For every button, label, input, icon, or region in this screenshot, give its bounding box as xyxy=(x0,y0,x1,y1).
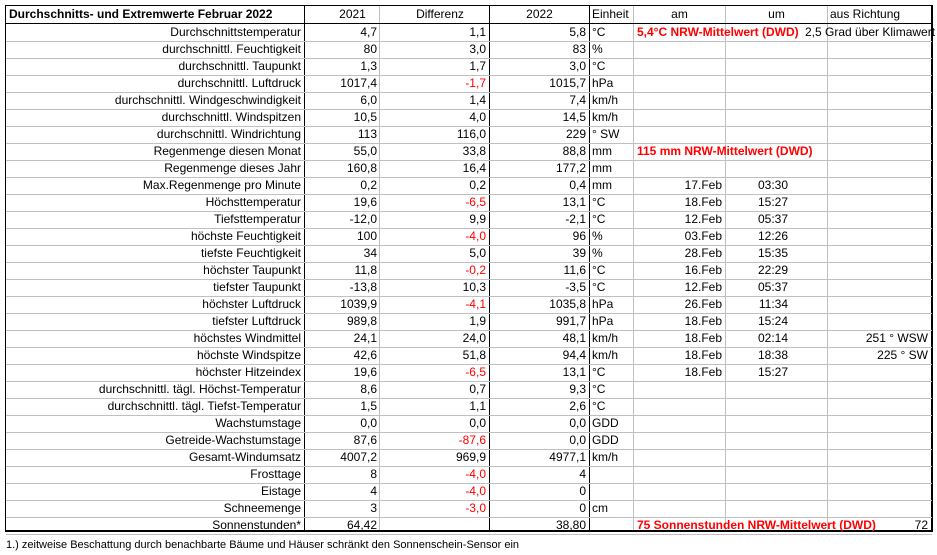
table-row xyxy=(6,160,932,178)
value-2022: 0 xyxy=(579,484,586,498)
value-2022: 14,5 xyxy=(562,110,586,124)
value-2022: 1035,8 xyxy=(549,297,586,311)
row-label: Durchschnittstemperatur xyxy=(170,25,301,39)
value-differenz: -0,2 xyxy=(465,263,486,277)
value-am xyxy=(634,92,722,109)
header-2021: 2021 xyxy=(339,7,366,21)
value-am xyxy=(634,432,722,449)
table-row xyxy=(6,483,932,501)
value-2021: 4 xyxy=(370,484,377,498)
header-differenz: Differenz xyxy=(416,7,464,21)
row-label: Regenmenge diesen Monat xyxy=(153,144,301,158)
value-um xyxy=(726,75,788,92)
value-2021: 6,0 xyxy=(360,93,377,107)
value-2022: 991,7 xyxy=(555,314,586,328)
value-richtung xyxy=(828,160,928,177)
value-2021: 80 xyxy=(363,42,377,56)
row-label: durchschnittl. Windgeschwindigkeit xyxy=(114,93,301,107)
row-label: durchschnittl. tägl. Höchst-Temperatur xyxy=(98,382,301,396)
value-am: 12.Feb xyxy=(684,280,722,294)
value-differenz: 9,9 xyxy=(469,212,486,226)
value-2021: 8 xyxy=(370,467,377,481)
value-2022: 9,3 xyxy=(569,382,586,396)
row-label: durchschnittl. Windrichtung xyxy=(156,127,301,141)
value-2021: 0,2 xyxy=(360,178,377,192)
header-richtung: aus Richtung xyxy=(830,7,901,21)
value-2021: 160,8 xyxy=(346,161,377,175)
value-um: 05:37 xyxy=(757,280,788,294)
value-am: 18.Feb xyxy=(684,348,722,362)
table-row xyxy=(6,432,932,450)
value-am: 12.Feb xyxy=(684,212,722,226)
value-einheit: km/h xyxy=(592,331,619,345)
value-einheit: km/h xyxy=(592,110,619,124)
value-einheit xyxy=(592,483,632,500)
footnote: 1.) zeitweise Beschattung durch benachbarte Bäume und Häuser schränkt den Sonnenschein-Sensor ein xyxy=(6,539,520,551)
value-differenz: 1,9 xyxy=(469,314,486,328)
value-richtung xyxy=(828,398,928,415)
row-label: Regenmenge dieses Jahr xyxy=(164,161,301,175)
value-einheit: °C xyxy=(592,59,606,73)
value-2021: 1,5 xyxy=(360,399,377,413)
value-2021: 34 xyxy=(363,246,377,260)
value-einheit: °C xyxy=(592,263,606,277)
value-richtung xyxy=(828,381,928,398)
value-einheit: °C xyxy=(592,280,606,294)
value-differenz: 0,2 xyxy=(469,178,486,192)
value-am xyxy=(634,126,722,143)
table-row xyxy=(6,194,932,212)
value-am: 18.Feb xyxy=(684,331,722,345)
value-einheit: cm xyxy=(592,501,608,515)
row-label: tiefste Feuchtigkeit xyxy=(200,246,301,260)
value-richtung: 225 ° SW xyxy=(877,348,928,362)
value-richtung xyxy=(828,364,928,381)
value-einheit: mm xyxy=(592,144,612,158)
row-label: höchster Taupunkt xyxy=(203,263,301,277)
table-row xyxy=(6,41,932,59)
table-row xyxy=(6,58,932,76)
value-richtung xyxy=(828,262,928,279)
value-2021: 87,6 xyxy=(353,433,377,447)
value-einheit: °C xyxy=(592,382,606,396)
value-richtung xyxy=(828,92,928,109)
value-einheit: mm xyxy=(592,161,612,175)
value-am xyxy=(634,398,722,415)
row-label: Eistage xyxy=(260,484,301,498)
value-richtung xyxy=(828,41,928,58)
value-2022: -2,1 xyxy=(565,212,586,226)
value-2022: 94,4 xyxy=(562,348,586,362)
value-um xyxy=(726,449,788,466)
row-label: Max.Regenmenge pro Minute xyxy=(142,178,301,192)
value-um: 12:26 xyxy=(757,229,788,243)
table-row xyxy=(6,313,932,331)
nrw-note: 5,4°C NRW-Mittelwert (DWD) xyxy=(637,25,799,39)
value-um: 05:37 xyxy=(757,212,788,226)
value-richtung xyxy=(828,177,928,194)
value-am xyxy=(634,41,722,58)
table-row xyxy=(6,109,932,127)
value-einheit: hPa xyxy=(592,297,614,311)
value-am: 18.Feb xyxy=(684,195,722,209)
value-differenz: -3,0 xyxy=(465,501,486,515)
value-um: 15:27 xyxy=(757,365,788,379)
value-2021: 113 xyxy=(357,127,377,141)
row-label: durchschnittl. Luftdruck xyxy=(177,76,301,90)
value-einheit: km/h xyxy=(592,93,619,107)
value-um xyxy=(726,126,788,143)
value-am: 28.Feb xyxy=(684,246,722,260)
table-row xyxy=(6,177,932,195)
row-label: höchste Windspitze xyxy=(196,348,301,362)
value-2021: 64,42 xyxy=(346,518,377,532)
value-richtung xyxy=(828,75,928,92)
value-richtung xyxy=(828,58,928,75)
value-2022: 83 xyxy=(572,42,586,56)
value-differenz: 1,4 xyxy=(469,93,486,107)
value-2022: 13,1 xyxy=(562,365,586,379)
value-am: 26.Feb xyxy=(684,297,722,311)
value-einheit: hPa xyxy=(592,76,614,90)
value-um xyxy=(726,483,788,500)
value-differenz: -4,1 xyxy=(465,297,486,311)
value-um xyxy=(726,398,788,415)
climate-note: 2,5 Grad über Klimawert xyxy=(805,25,936,39)
value-um xyxy=(726,92,788,109)
value-um: 18:38 xyxy=(757,348,788,362)
value-einheit: km/h xyxy=(592,348,619,362)
value-differenz: 3,0 xyxy=(469,42,486,56)
value-2021: 55,0 xyxy=(353,144,377,158)
value-2022: 88,8 xyxy=(562,144,586,158)
value-am xyxy=(634,415,722,432)
value-2021: 8,6 xyxy=(360,382,377,396)
row-label: Höchsttemperatur xyxy=(205,195,301,209)
value-2021: 42,6 xyxy=(353,348,377,362)
header-am: am xyxy=(671,7,688,21)
value-richtung: 251 ° WSW xyxy=(865,331,928,345)
value-2021: 3 xyxy=(370,501,377,515)
value-am xyxy=(634,466,722,483)
value-richtung: 72 xyxy=(914,518,928,532)
value-einheit: GDD xyxy=(592,416,619,430)
value-differenz: 1,7 xyxy=(469,59,486,73)
table-row xyxy=(6,24,936,42)
value-einheit: °C xyxy=(592,212,606,226)
header-um: um xyxy=(768,7,785,21)
value-einheit xyxy=(592,517,632,534)
value-am: 18.Feb xyxy=(684,314,722,328)
value-um xyxy=(726,381,788,398)
table-row xyxy=(6,347,932,365)
table-row xyxy=(6,398,932,416)
value-am xyxy=(634,381,722,398)
value-am xyxy=(634,75,722,92)
value-einheit: mm xyxy=(592,178,612,192)
value-differenz: -6,5 xyxy=(465,365,486,379)
nrw-note: 75 Sonnenstunden NRW-Mittelwert (DWD) xyxy=(637,518,876,532)
value-einheit: °C xyxy=(592,399,606,413)
table-row xyxy=(6,415,932,433)
value-2022: 0,4 xyxy=(569,178,586,192)
value-richtung xyxy=(828,126,928,143)
table-row xyxy=(6,211,932,229)
value-2021: 4007,2 xyxy=(340,450,377,464)
nrw-note: 115 mm NRW-Mittelwert (DWD) xyxy=(637,144,813,158)
value-einheit: °C xyxy=(592,25,606,39)
row-label: Tiefsttemperatur xyxy=(214,212,301,226)
value-2021: 989,8 xyxy=(346,314,377,328)
value-differenz: 33,8 xyxy=(462,144,486,158)
table-title: Durchschnitts- und Extremwerte Februar 2022 xyxy=(9,7,273,21)
value-einheit: °C xyxy=(592,365,606,379)
value-um: 15:27 xyxy=(757,195,788,209)
value-richtung xyxy=(828,228,928,245)
value-differenz: 4,0 xyxy=(469,110,486,124)
value-differenz: 5,0 xyxy=(469,246,486,260)
row-label: tiefster Taupunkt xyxy=(213,280,301,294)
value-um: 15:35 xyxy=(757,246,788,260)
value-2022: 5,8 xyxy=(569,25,586,39)
value-am xyxy=(634,109,722,126)
value-2021: 19,6 xyxy=(353,195,377,209)
value-richtung xyxy=(828,483,928,500)
value-differenz: -4,0 xyxy=(465,484,486,498)
value-2022: 39 xyxy=(572,246,586,260)
value-am: 03.Feb xyxy=(684,229,722,243)
value-um: 22:29 xyxy=(757,263,788,277)
header-row xyxy=(6,6,932,23)
value-2021: 1,3 xyxy=(360,59,377,73)
value-2022: 177,2 xyxy=(555,161,586,175)
value-am xyxy=(634,483,722,500)
value-2021: 24,1 xyxy=(353,331,377,345)
value-differenz: -87,6 xyxy=(458,433,486,447)
value-differenz: 0,0 xyxy=(469,416,486,430)
row-label: Frosttage xyxy=(250,467,301,481)
value-2022: 1015,7 xyxy=(549,76,586,90)
table-row xyxy=(6,296,932,314)
value-richtung xyxy=(828,194,928,211)
value-differenz: -6,5 xyxy=(465,195,486,209)
row-label: tiefster Luftdruck xyxy=(212,314,301,328)
table-row xyxy=(6,364,932,382)
value-2021: 1017,4 xyxy=(340,76,377,90)
value-einheit: % xyxy=(592,229,603,243)
value-2022: 229 xyxy=(565,127,586,141)
value-2021: -12,0 xyxy=(349,212,377,226)
row-label: durchschnittl. Feuchtigkeit xyxy=(162,42,301,56)
table-row xyxy=(6,245,932,263)
value-richtung xyxy=(828,449,928,466)
table-row xyxy=(6,381,932,399)
value-differenz: 0,7 xyxy=(469,382,486,396)
value-einheit: GDD xyxy=(592,433,619,447)
row-label: höchste Feuchtigkeit xyxy=(190,229,301,243)
value-2022: 96 xyxy=(572,229,586,243)
value-2021: 1039,9 xyxy=(340,297,377,311)
value-richtung xyxy=(828,432,928,449)
value-differenz xyxy=(380,517,486,534)
value-richtung xyxy=(828,296,928,313)
row-label: durchschnittl. Taupunkt xyxy=(178,59,301,73)
header-einheit: Einheit xyxy=(592,7,629,21)
value-2022: 0,0 xyxy=(569,416,586,430)
value-2022: 11,6 xyxy=(563,263,586,277)
table-row xyxy=(6,126,932,144)
table-row xyxy=(6,279,932,297)
row-label: höchster Luftdruck xyxy=(202,297,301,311)
value-richtung xyxy=(828,415,928,432)
value-differenz: 969,9 xyxy=(455,450,486,464)
value-am xyxy=(634,500,722,517)
value-am xyxy=(634,160,722,177)
value-differenz: 116,0 xyxy=(456,127,486,141)
value-am: 16.Feb xyxy=(684,263,722,277)
value-um xyxy=(726,466,788,483)
value-richtung xyxy=(828,279,928,296)
value-differenz: 1,1 xyxy=(469,25,486,39)
value-einheit: % xyxy=(592,42,603,56)
value-am: 17.Feb xyxy=(684,178,722,192)
table-row xyxy=(6,449,932,467)
table-row xyxy=(6,500,932,518)
value-richtung xyxy=(828,211,928,228)
value-2021: 19,6 xyxy=(353,365,377,379)
value-um xyxy=(726,58,788,75)
value-differenz: 10,3 xyxy=(462,280,486,294)
table-row xyxy=(6,75,932,93)
row-label: Getreide-Wachstumstage xyxy=(165,433,301,447)
data-table xyxy=(5,5,936,532)
value-differenz: 1,1 xyxy=(469,399,486,413)
value-um xyxy=(726,160,788,177)
value-2022: 13,1 xyxy=(562,195,586,209)
value-einheit: ° SW xyxy=(592,127,620,141)
header-2022: 2022 xyxy=(526,7,553,21)
value-differenz: 24,0 xyxy=(462,331,486,345)
value-um: 03:30 xyxy=(757,178,788,192)
value-2022: 38,80 xyxy=(555,518,586,532)
value-differenz: -4,0 xyxy=(465,229,486,243)
table-row xyxy=(6,228,932,246)
value-2021: 10,5 xyxy=(353,110,377,124)
row-label: durchschnittl. Windspitzen xyxy=(161,110,301,124)
value-um xyxy=(726,41,788,58)
row-label: Wachstumstage xyxy=(215,416,301,430)
value-differenz: -1,7 xyxy=(465,76,486,90)
value-um: 15:24 xyxy=(757,314,788,328)
table-row xyxy=(6,92,932,110)
value-am xyxy=(634,58,722,75)
value-einheit: hPa xyxy=(592,314,614,328)
value-richtung xyxy=(828,109,928,126)
value-2021: 11,8 xyxy=(354,263,377,277)
value-2021: -13,8 xyxy=(349,280,377,294)
value-richtung xyxy=(828,245,928,262)
value-einheit xyxy=(592,466,632,483)
value-2022: 0 xyxy=(579,501,586,515)
value-richtung xyxy=(828,313,928,330)
table-row xyxy=(6,517,932,535)
row-label: durchschnittl. tägl. Tiefst-Temperatur xyxy=(107,399,301,413)
value-2022: 0,0 xyxy=(569,433,586,447)
row-label: höchstes Windmittel xyxy=(193,331,301,345)
value-um xyxy=(726,415,788,432)
value-2021: 4,7 xyxy=(360,25,377,39)
value-2022: 4977,1 xyxy=(549,450,586,464)
value-einheit: °C xyxy=(592,195,606,209)
value-differenz: 51,8 xyxy=(462,348,486,362)
value-richtung xyxy=(828,500,928,517)
value-2022: 3,0 xyxy=(569,59,586,73)
row-label: Gesamt-Windumsatz xyxy=(188,450,301,464)
value-um: 02:14 xyxy=(757,331,788,345)
value-2022: 4 xyxy=(579,467,586,481)
value-am xyxy=(634,449,722,466)
value-2021: 0,0 xyxy=(360,416,377,430)
row-label: höchster Hitzeindex xyxy=(195,365,301,379)
value-einheit: km/h xyxy=(592,450,619,464)
value-um: 11:34 xyxy=(758,297,788,311)
table-row xyxy=(6,143,932,161)
row-label: Schneemenge xyxy=(223,501,301,515)
value-um xyxy=(726,432,788,449)
value-um xyxy=(726,500,788,517)
row-label: Sonnenstunden* xyxy=(212,518,301,532)
value-richtung xyxy=(828,466,928,483)
value-2022: 2,6 xyxy=(569,399,586,413)
table-row xyxy=(6,262,932,280)
value-2022: 7,4 xyxy=(569,93,586,107)
value-differenz: -4,0 xyxy=(465,467,486,481)
value-am: 18.Feb xyxy=(684,365,722,379)
value-einheit: % xyxy=(592,246,603,260)
table-row xyxy=(6,466,932,484)
value-2021: 100 xyxy=(356,229,377,243)
table-row xyxy=(6,330,932,348)
value-differenz: 16,4 xyxy=(462,161,486,175)
value-richtung xyxy=(828,143,928,160)
value-2022: -3,5 xyxy=(565,280,586,294)
value-2022: 48,1 xyxy=(562,331,586,345)
value-um xyxy=(726,109,788,126)
